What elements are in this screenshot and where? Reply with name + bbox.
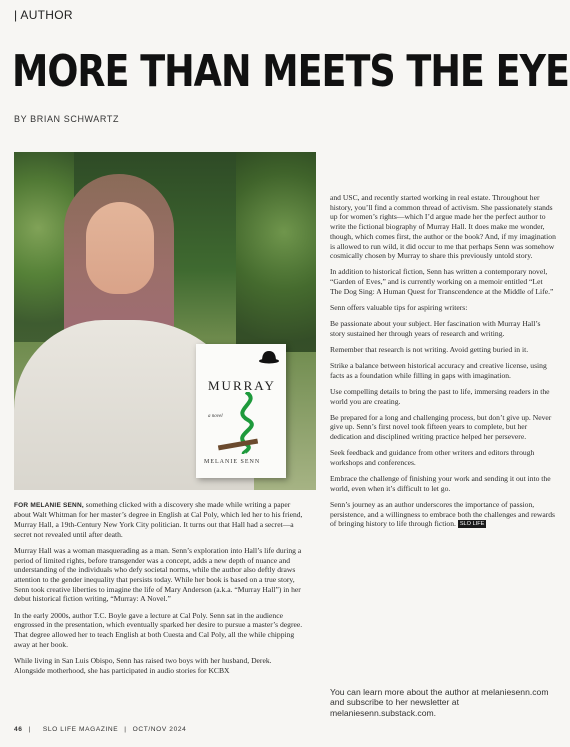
paragraph: Remember that research is not writing. Avoid getting buried in it. — [330, 344, 529, 354]
article-title: MORE THAN MEETS THE EYE — [12, 46, 569, 97]
lead-in: FOR MELANIE SENN, — [14, 502, 84, 509]
magazine-name: SLO LIFE MAGAZINE — [42, 726, 119, 733]
paragraph: While living in San Luis Obispo, Senn has raised two boys with her husband, Derek. Alongside motherhood, she has participated in audio stories for KCBX — [14, 655, 272, 675]
book-title: MURRAY — [208, 378, 276, 393]
author-face — [86, 202, 154, 294]
paragraph: Use compelling details to bring the past to life, immersing readers in the world you are creating. — [330, 386, 550, 406]
paragraph: Senn’s journey as an author underscores the importance of passion, persistence, and a willingness to embrace both the challenges and rewards of bringing history to life through fiction. SLO LIFE — [330, 499, 555, 529]
paragraph: Strike a balance between historical accuracy and creative license, using facts as a foundation while filling in gaps with imagination. — [330, 361, 547, 380]
paragraph: FOR MELANIE SENN, something clicked with a discovery she made while writing a paper about Walt Whitman for her master’s degree in English at Cal Poly, which led her to his friend, Murray Hall, a 19th-Century New York City politician. It turns out that Hall had a secret—a secret not revealed until after death. — [14, 500, 303, 539]
author-website-note: You can learn more about the author at melaniesenn.com and subscribe to her newsletter at melaniesenn.substack.com. — [330, 687, 549, 718]
issue-date: OCT/NOV 2024 — [132, 726, 187, 733]
paragraph: Murray Hall was a woman masquerading as a man. Senn’s exploration into Hall’s life during a period of limited rights, before transgender was a concept, adds a new depth of nuance and understanding of the individuals who defy societal norms, while the author also deftly draws attention to the gender inequality that persists today. While her book is based on a true story, Senn took creative liberties to imagine the life of Mary Anderson (a.k.a. “Murray Hall”) in her debut historical fiction writing, “Murray: A Novel.” — [14, 545, 302, 604]
byline: BY BRIAN SCHWARTZ — [14, 114, 120, 124]
paragraph: Be passionate about your subject. Her fascination with Murray Hall’s story sustained her through years of research and writing. — [330, 319, 541, 338]
page-footer: 46 | SLO LIFE MAGAZINE | OCT/NOV 2024 — [14, 726, 187, 733]
paragraph: and USC, and recently started working in real estate. Throughout her history, you’ll find a common thread of activism. She passionately stands up for women’s rights—which I’d argue made her the perfect author to write the fictional biography of Murray Hall. It does make me wonder, though, which comes first, the author or the book? And, if my imagination is allowed to run wild, it did occur to me that perhaps Senn was somehow cosmically chosen by Murray to share this previously untold story. — [330, 193, 556, 261]
section-label: | AUTHOR — [14, 8, 73, 22]
slo-life-badge: SLO LIFE — [459, 521, 485, 528]
page-number: 46 — [14, 726, 23, 733]
right-column — [330, 193, 556, 535]
paragraph: Senn offers valuable tips for aspiring writers: — [330, 302, 468, 312]
bowler-hat-icon — [258, 350, 280, 364]
book-author: MELANIE SENN — [204, 459, 261, 465]
paragraph: Seek feedback and guidance from other writers and editors through workshops and conferences. — [330, 448, 535, 467]
paragraph: In the early 2000s, author T.C. Boyle gave a lecture at Cal Poly. Senn sat in the audience engrossed in the presentation, which eventually sparked her desire to pursue a master’s degree. That degree allowed her to teach English at both Cuesta and Cal Poly, all the while chipping away at her book. — [14, 610, 303, 649]
paragraph: In addition to historical fiction, Senn has written a contemporary novel, “Garden of Eves,” and is currently working on a memoir entitled “Let The Dog Sing: A Human Quest for Transcendence at the Middle of Life.” — [330, 267, 554, 296]
left-column — [14, 500, 304, 682]
book-cover — [196, 344, 286, 478]
paragraph: Embrace the challenge of finishing your work and sending it out into the world, even when it’s difficult to let go. — [330, 474, 551, 493]
book-subtitle: a novel — [208, 414, 223, 419]
paragraph: Be prepared for a long and challenging process, but don’t give up. Never give up. Senn’s first novel took fifteen years to complete, but her dedication and disciplined writing practice helped her persevere. — [330, 412, 552, 442]
